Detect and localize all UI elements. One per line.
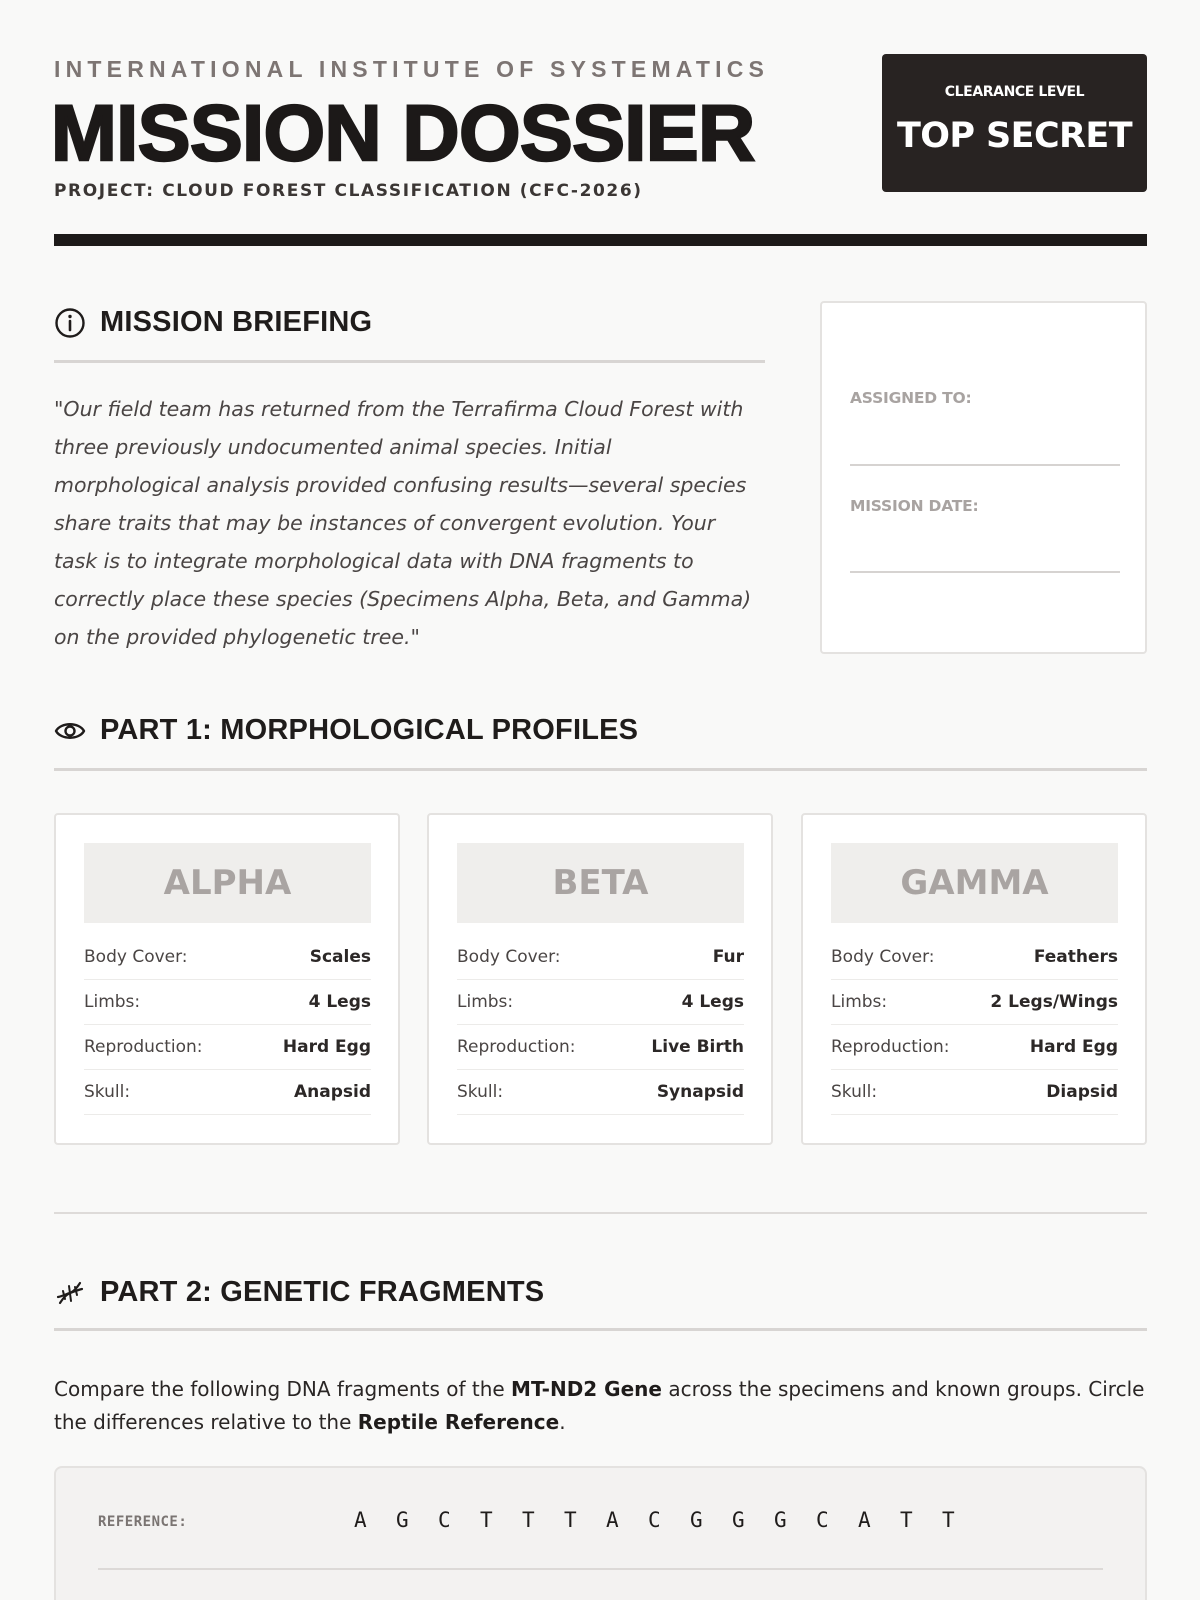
specimen-name: BETA (457, 843, 744, 923)
briefing-heading (54, 306, 372, 339)
dna-icon (54, 1277, 86, 1309)
trait-key: Skull: (457, 1082, 504, 1102)
trait-value: Scales (309, 947, 371, 967)
part2-heading (54, 1276, 544, 1309)
trait-value: 2 Legs/Wings (990, 992, 1118, 1012)
nucleotide-base[interactable]: A (354, 1508, 367, 1532)
trait-value: Diapsid (1046, 1082, 1118, 1102)
nucleotide-base[interactable]: T (900, 1508, 913, 1532)
specimen-card-gamma (801, 813, 1147, 1145)
trait-row (831, 980, 1118, 1025)
nucleotide-base[interactable]: C (648, 1508, 661, 1532)
trait-key: Skull: (84, 1082, 131, 1102)
reference-label: REFERENCE: (98, 1514, 188, 1530)
nucleotide-base[interactable]: T (480, 1508, 493, 1532)
specimen-name: GAMMA (831, 843, 1118, 923)
clearance-label: CLEARANCE LEVEL (944, 84, 1085, 100)
clearance-value: TOP SECRET (896, 116, 1132, 156)
mission-date-field[interactable] (850, 571, 1120, 573)
trait-key: Body Cover: (457, 947, 561, 967)
nucleotide-base[interactable]: G (396, 1508, 409, 1532)
sequence-divider (98, 1568, 1103, 1570)
page-title: MISSION DOSSIER (51, 88, 755, 177)
trait-row (457, 1070, 744, 1115)
briefing-divider (54, 360, 765, 363)
clearance-badge (882, 54, 1147, 192)
reference-sequence (354, 1508, 984, 1532)
trait-row (457, 1025, 744, 1070)
trait-key: Body Cover: (84, 947, 188, 967)
trait-value: Anapsid (293, 1082, 371, 1102)
nucleotide-base[interactable]: G (774, 1508, 787, 1532)
trait-key: Reproduction: (831, 1037, 950, 1057)
part1-divider (54, 768, 1147, 771)
trait-row (457, 980, 744, 1025)
briefing-heading-label: MISSION BRIEFING (100, 306, 373, 338)
trait-key: Limbs: (457, 992, 514, 1012)
part2-heading-label: PART 2: GENETIC FRAGMENTS (100, 1276, 545, 1308)
section-divider (54, 1212, 1147, 1214)
assigned-to-field[interactable] (850, 464, 1120, 466)
specimen-card-beta (427, 813, 773, 1145)
trait-key: Limbs: (84, 992, 141, 1012)
trait-value: Live Birth (651, 1037, 744, 1057)
dossier-header (51, 52, 1147, 212)
trait-row (84, 980, 371, 1025)
project-label: PROJECT: CLOUD FOREST CLASSIFICATION (CFC-2026) (54, 181, 643, 201)
gene-name: MT-ND2 Gene (511, 1377, 662, 1401)
trait-row (831, 935, 1118, 980)
eye-icon (54, 715, 86, 747)
trait-row (831, 1070, 1118, 1115)
nucleotide-base[interactable]: C (438, 1508, 451, 1532)
trait-value: Synapsid (656, 1082, 744, 1102)
nucleotide-base[interactable]: A (606, 1508, 619, 1532)
briefing-text: "Our field team has returned from the Terrafirma Cloud Forest with three previously undocumented animal species. Initial morphological analysis provided confusing results—several species share traits that may be instances of convergent evolution. Your task is to integrate morphological data with DNA fragments to correctly place these species (Specimens Alpha, Beta, and Gamma) on the provided phylogenetic tree." (54, 397, 752, 649)
nucleotide-base[interactable]: A (858, 1508, 871, 1532)
part1-heading (54, 714, 638, 747)
dna-fragment-panel (54, 1466, 1147, 1600)
institute-name: INTERNATIONAL INSTITUTE OF SYSTEMATICS (54, 56, 770, 82)
mission-date-label: MISSION DATE: (850, 497, 979, 515)
trait-row (84, 1070, 371, 1115)
part2-divider (54, 1328, 1147, 1331)
trait-row (84, 1025, 371, 1070)
nucleotide-base[interactable]: T (564, 1508, 577, 1532)
trait-value: Fur (712, 947, 744, 967)
info-icon (54, 307, 86, 339)
trait-value: Hard Egg (282, 1037, 371, 1057)
assignment-card (820, 301, 1147, 654)
nucleotide-base[interactable]: C (816, 1508, 829, 1532)
trait-key: Reproduction: (457, 1037, 576, 1057)
instruction-text: Compare the following DNA fragments of the (54, 1377, 512, 1401)
trait-key: Body Cover: (831, 947, 935, 967)
specimen-card-alpha (54, 813, 400, 1145)
instruction-text: . (559, 1410, 566, 1434)
trait-value: 4 Legs (681, 992, 744, 1012)
nucleotide-base[interactable]: T (522, 1508, 535, 1532)
trait-row (457, 935, 744, 980)
trait-value: Feathers (1033, 947, 1118, 967)
nucleotide-base[interactable]: T (942, 1508, 955, 1532)
specimen-name: ALPHA (84, 843, 371, 923)
trait-key: Limbs: (831, 992, 888, 1012)
trait-value: 4 Legs (308, 992, 371, 1012)
instruction-text: across the specimens and known groups. Circle the differences relative to the (54, 1377, 1145, 1434)
assigned-to-label: ASSIGNED TO: (850, 389, 972, 407)
header-divider (54, 234, 1147, 246)
trait-value: Hard Egg (1029, 1037, 1118, 1057)
trait-key: Reproduction: (84, 1037, 203, 1057)
nucleotide-base[interactable]: G (732, 1508, 745, 1532)
part2-instructions (54, 1373, 1147, 1439)
nucleotide-base[interactable]: G (690, 1508, 703, 1532)
trait-key: Skull: (831, 1082, 878, 1102)
reference-name: Reptile Reference (357, 1410, 560, 1434)
part1-heading-label: PART 1: MORPHOLOGICAL PROFILES (100, 714, 639, 746)
trait-row (831, 1025, 1118, 1070)
trait-row (84, 935, 371, 980)
